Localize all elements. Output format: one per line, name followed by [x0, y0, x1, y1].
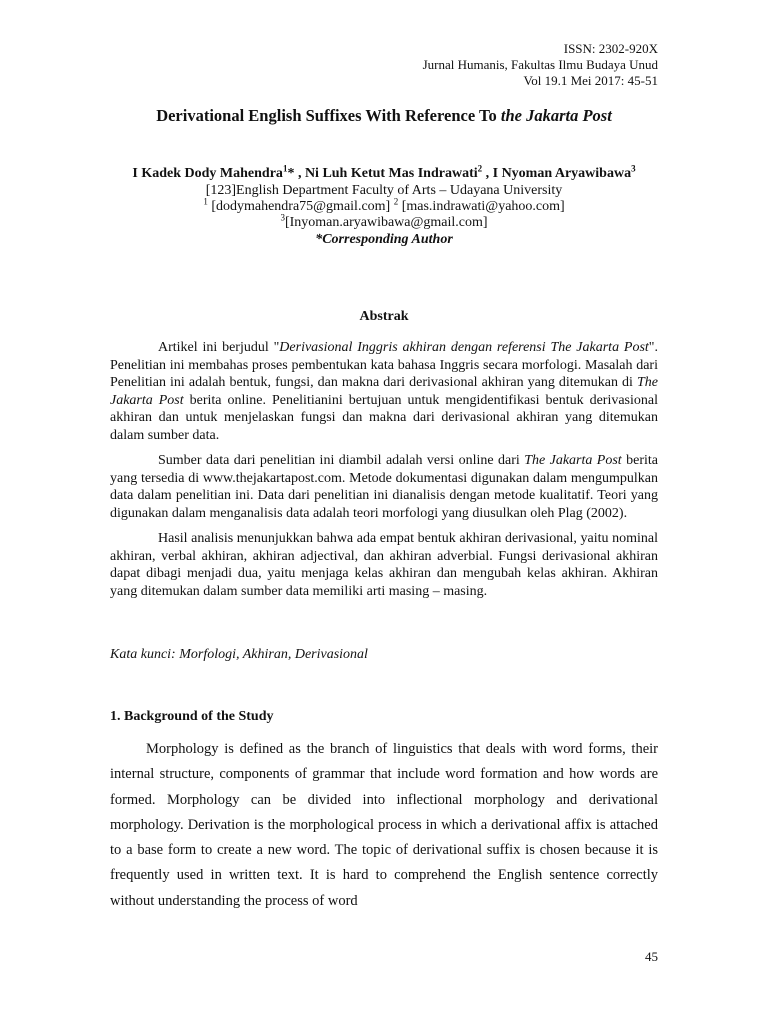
email-3: [Inyoman.aryawibawa@gmail.com]: [284, 215, 488, 230]
corresponding-author: *Corresponding Author: [315, 232, 453, 247]
journal-volume: Vol 19.1 Mei 2017: 45-51: [523, 73, 658, 88]
email-3-sup: 3: [280, 212, 285, 223]
corresponding-mark: *: [287, 166, 295, 181]
paper-title: [0, 105, 768, 127]
page-number: 45: [645, 949, 658, 964]
author-1-sup: 1: [282, 163, 288, 174]
keywords: Kata kunci: Morfologi, Akhiran, Derivasional: [110, 647, 368, 662]
journal-header: [423, 41, 658, 89]
email-line-2: [110, 212, 658, 231]
abstract-text: berita yang tersedia di www.thejakartapost.com. Metode dokumentasi digunakan dalam mengumpulkan data dalam penelitian ini. Data dari penelitian ini dianalisis dengan metode kualitatif. Teori yang digunakan dalam menganalisis data adalah teori morfologi yang diusulkan oleh Plag (2002).: [110, 453, 659, 521]
abstract-text: Artikel ini berjudul ": [158, 340, 280, 355]
abstract-text: ". Penelitian ini membahas proses pembentukan kata bahasa Inggris secara morfologi. Masalah dari Penelitian ini adalah bentuk, fungsi, dan makna dari derivasional akhiran yang ditemukan di: [110, 340, 659, 390]
abstract-italic-title: Derivasional Inggris akhiran dengan referensi The Jakarta Post: [279, 340, 649, 355]
email-2: [mas.indrawati@yahoo.com]: [398, 199, 565, 214]
abstract-paragraph-2: [110, 452, 658, 522]
email-1-sup: 1: [203, 196, 208, 207]
author-separator: ,: [482, 166, 493, 181]
email-2-sup: 2: [393, 196, 399, 207]
email-line-1: [110, 196, 658, 215]
title-italic: the Jakarta Post: [500, 106, 612, 125]
author-1: I Kadek Dody Mahendra: [132, 166, 283, 181]
author-list: [110, 164, 658, 183]
author-2: Ni Luh Ketut Mas Indrawati: [304, 166, 478, 181]
body-paragraph: Morphology is defined as the branch of linguistics that deals with word forms, their internal structure, components of grammar that include word formation and how words are formed. Morphology can be divided into inflectional morphology and derivational morphology. Derivation is the morphological process in which a derivational affix is attached to a base form to create a new word. The topic of derivational suffix is chosen because it is frequently used in written text. It is hard to comprehend the English sentence correctly without understanding the process of word: [110, 741, 658, 909]
abstract-text: Sumber data dari penelitian ini diambil adalah versi online dari: [158, 453, 525, 468]
section-heading: 1. Background of the Study: [110, 709, 274, 724]
journal-name: Jurnal Humanis, Fakultas Ilmu Budaya Unud: [422, 57, 658, 72]
affiliation: [123]English Department Faculty of Arts – Udayana University: [205, 183, 563, 198]
abstract-italic-source: The Jakarta Post: [110, 375, 658, 408]
authors-block: [110, 164, 658, 249]
author-2-sup: 2: [477, 163, 483, 174]
author-3-sup: 3: [631, 163, 636, 174]
abstract-body: [110, 339, 658, 600]
abstract-heading: Abstrak: [359, 309, 409, 324]
issn: ISSN: 2302-920X: [563, 41, 658, 56]
title-main: Derivational English Suffixes With Reference To: [156, 106, 501, 125]
abstract-italic-source: The Jakarta Post: [524, 453, 622, 468]
abstract-paragraph-1: [110, 339, 658, 444]
author-3: I Nyoman Aryawibawa: [492, 166, 632, 181]
section-body: [110, 737, 658, 914]
author-separator: ,: [294, 166, 305, 181]
abstract-text: berita online. Penelitianini bertujuan untuk mengidentifikasi bentuk derivasional akhiran dan untuk menjelaskan fungsi dan makna dari derivasional akhiran yang ditemukan dalam sumber data.: [110, 392, 658, 443]
email-1: [dodymahendra75@gmail.com]: [207, 199, 394, 214]
abstract-paragraph-3: Hasil analisis menunjukkan bahwa ada empat bentuk akhiran derivasional, yaitu nominal akhiran, verbal akhiran, akhiran adjectival, dan akhiran adverbial. Fungsi derivasional akhiran dapat dibagi menjadi dua, yaitu menjaga kelas akhiran dan mengubah kelas akhiran. Akhiran yang ditemukan dalam sumber data memiliki arti masing – masing.: [110, 531, 658, 599]
